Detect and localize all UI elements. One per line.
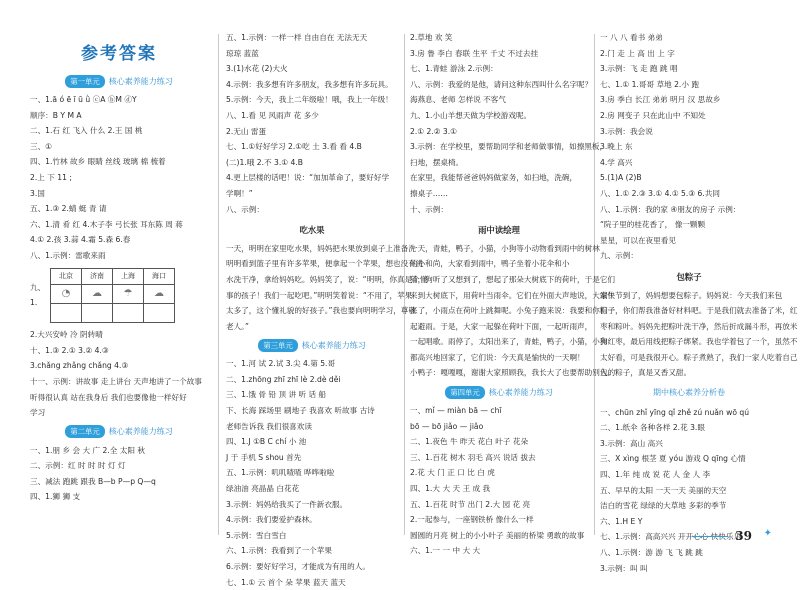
answer-line: 6.示例：要好好学习，才能成为有用的人。 (226, 562, 370, 571)
answer-line: “院子里的桂花香了， 像一颗颗 (600, 220, 706, 230)
answer-line: 3.示例：在学校里，要帮助同学和老师做事情，如擦黑板， (410, 142, 608, 152)
composition-text (410, 241, 616, 381)
answer-column-2 (226, 30, 428, 590)
text-line: 枣和粽叶。妈妈先把粽叶洗干净，然后折成漏斗形，再放米 (600, 321, 798, 331)
answer-line: 听得很认真 站在我身后 我们也要像他一样好好 (30, 392, 187, 402)
answer-line: 星星，可以在夜里看见 (600, 235, 676, 245)
answer-line: 4.更上层楼的话吧！说：“加加革命了，要好好学 (226, 173, 390, 183)
page-title: 参考答案 (81, 44, 157, 64)
answer-line: 2.上 下 11 ; (30, 172, 72, 182)
text-line: 来了，小雨点在荷叶上跳舞呢。小兔子跑来说：我要和你们一 (410, 306, 616, 316)
text-line: 水洗干净，拿给妈妈吃。妈妈笑了，说：“明明，你真是个懂 (226, 274, 428, 284)
answer-line: 二、1.纸伞 各种各样 2.花 3.眼 (600, 423, 705, 433)
rain-icon: ☂ (113, 285, 144, 304)
answer-line: 3.房 鲁 李白 春联 生平 千丈 不过去挂 (410, 48, 539, 58)
answer-line: 二、1.石 红 飞入 什么 2.王 国 桃 (30, 126, 143, 136)
answer-line: 4.示例：我多想有许多朋友，我多想有许多玩具。 (226, 79, 393, 89)
answer-line: 圆圆的月亮 树上的小小叶子 美丽的桥梁 勇敢的故事 (410, 530, 585, 540)
text-line: 一起唱歌。雨停了，太阳出来了，青蛙，鸭子，小猫，小狗 (410, 337, 608, 347)
section-subtitle: 核心素养能力练习 (108, 427, 173, 437)
section-subtitle: 期中核心素养分析卷 (653, 388, 725, 398)
column-divider (594, 34, 595, 535)
answer-line: 六、1.一 一 中 大 大 (410, 546, 481, 556)
question-label: 九、1. (30, 282, 46, 308)
answer-line: 扫地，摆桌椅。 (410, 157, 464, 167)
answer-line: 三、1.饿 骨 铅 顶 讲 听 话 船 (226, 390, 327, 400)
answer-line: 学习 (30, 408, 46, 418)
table-row (51, 285, 175, 304)
text-line: 包的粽子，真是又香又甜。 (600, 368, 692, 378)
text-line: 太多了，这个懂礼貌的好孩子。”我也要向明明学习，尊敬 (226, 306, 416, 316)
answer-line: 三、X xìng 根茎 夏 yóu 游戏 Q qīng 心情 (600, 454, 746, 464)
answer-line: 一 八 八 看书 弟弟 (600, 33, 663, 42)
text-line: 明明看到篮子里有许多苹果，便拿起一个苹果，想也没有洗 (226, 259, 424, 269)
answer-line: 四、1.竹林 故乡 眼睛 丝线 玻璃 棉 梳着 (30, 157, 166, 167)
composition-title: 雨中读绘理 (478, 225, 520, 236)
text-line: 一天，青蛙，鸭子，小猫，小狗等小动物看到雨中的树林 (410, 243, 600, 253)
answer-lines (410, 30, 608, 217)
answer-line: 七、1.① 1.哥哥 草地 2.小 跑 (600, 79, 699, 89)
unit-tag: 第三单元 (258, 339, 298, 352)
answer-line: 一、1.河 试 2.试 3.尖 4.第 5.哥 (226, 359, 336, 369)
answer-line: 十一、示例：讲故事 走上讲台 天声地讲了一个故事 (30, 376, 202, 386)
answer-column-1 (30, 30, 208, 505)
answer-line: 4.示例：我们要爱护森林。 (226, 515, 317, 525)
answer-column-4 (600, 30, 798, 576)
answer-line: 一、1.朋 乡 会 大 广 2.全 太阳 秋 (30, 445, 145, 455)
answer-line: 一、1.ā ó ē ī ū ǜ ⓒA ⓑM ⓓY (30, 95, 137, 104)
answer-line: 3.示例：妈妈给我买了一件新衣服。 (226, 499, 348, 509)
answer-line: 绿油油 亮晶晶 白花花 (226, 484, 300, 494)
answer-line: 老师告诉我 我们很喜欢读 (226, 421, 312, 431)
answer-line: 七、1.①好好学习 2.①吃 土 3.看 看 4.B (226, 142, 362, 152)
answer-lines (226, 356, 398, 590)
table-cell (144, 304, 175, 323)
answer-line: 3.chǎng zhǎng chǎng 4.③ (30, 361, 129, 371)
answer-lines (600, 405, 778, 577)
answer-line: 4.① 2.孩 3.蒜 4.霜 5.森 6.春 (30, 235, 131, 245)
text-line: 端午节到了，妈妈想要包粽子。妈妈说：今天我们来包 (600, 290, 783, 300)
answer-line: 2.草地 欢 笑 (410, 33, 453, 42)
answer-line: 2.大兴安岭 冷 阴转晴 (30, 330, 103, 340)
answer-line: 八、1.示例：我的家 ④朋友的房子 示例： (600, 204, 741, 214)
answer-lines (30, 92, 208, 264)
page-number: 39 (735, 529, 752, 543)
answer-line: 三、减法 跑跳 跟我 B—b P—p Q—q (30, 476, 156, 486)
answer-line: 四、1.年 纯 成 说 花 人 金 人 李 (600, 470, 711, 480)
answer-line: 2.花 大 门 正 口 比 白 虎 (410, 468, 495, 478)
cloud-icon: ☁ (82, 285, 113, 304)
text-line: 来到大树底下，用荷叶当雨伞。它们在外面大声地说，大家快 (410, 290, 616, 300)
composition-title: 包粽子 (676, 271, 702, 282)
answer-line: 十、1.③ 2.① 3.② 4.③ (30, 345, 109, 355)
column-divider (218, 34, 219, 535)
answer-line: 2.门 走 上 高 出 上 字 (600, 48, 675, 58)
answer-line: 四、1.大 大 天 王 成 我 (410, 484, 491, 494)
table-cell: 济南 (82, 268, 113, 285)
table-row (51, 304, 175, 323)
answer-lines (410, 403, 588, 559)
section-header (410, 385, 588, 399)
text-line: 和红枣，最后用线把粽子绑紧。我也学着包了一个，虽然不 (600, 337, 798, 347)
answer-line: 5.示例：雪白雪白 (226, 530, 287, 540)
answer-line: 5.(1)A (2)B (600, 173, 642, 183)
answer-line: 八、示例： (226, 204, 264, 214)
section-subtitle: 核心素养能力练习 (488, 387, 553, 397)
answer-line: 六、1.示例：我看到了一个苹果 (226, 546, 332, 556)
answer-line: 擦桌子…… (410, 188, 448, 198)
unit-tag: 第一单元 (65, 75, 105, 88)
answer-line: 3.示例：我会说 (600, 126, 653, 136)
section-header (226, 338, 398, 352)
answer-line: 八、1.看 见 风雨声 花 多少 (226, 110, 319, 120)
answer-line: 三、1.百花 树木 羽毛 高兴 说话 拔去 (410, 452, 536, 462)
answer-line: 五、1.示例：一样一样 自由自在 无法无天 (226, 33, 368, 42)
answer-lines (30, 443, 208, 505)
star-icon: ✦ (763, 528, 772, 539)
composition-title: 吃水果 (299, 225, 325, 236)
text-line: 都高兴地回家了，它们说：今天真是愉快的一天啊！ (410, 352, 585, 362)
text-line: 粽子，你们帮我准备好材料吧。于是我们就去准备了米，红 (600, 306, 798, 316)
answer-line: 八、示例：我爱的是他，请问这种东西叫什么名字呢？ (410, 79, 593, 89)
answer-line: 三、① (30, 141, 52, 151)
weather-table-block (30, 264, 208, 328)
answer-line: 下、长海 踩场里 刷地子 我喜欢 听故事 古诗 (226, 406, 375, 416)
text-line: 一天，明明在家里吃水果，妈妈把水果放到桌子上准备洗 (226, 243, 416, 253)
answer-line: 3.晚上 东 (600, 142, 633, 152)
answer-line: 2.① 2.② 3.① (410, 126, 457, 136)
answer-line: 2.房 网变子 只在此山中 不知处 (600, 110, 706, 120)
answer-line: 五、早早的太阳 一天一天 美丽的天空 (600, 485, 727, 495)
table-cell: 北京 (51, 268, 82, 285)
table-cell (51, 304, 82, 323)
answer-line: 3.(1)水花 (2)大火 (226, 64, 288, 74)
answer-line: 二、1.zhōng zhī zhī lè 2.dè děi (226, 374, 341, 384)
answer-line: (二)1.哦 2.不 3.① 4.B (226, 157, 303, 167)
answer-line: 四、1.狮 狮 支 (30, 492, 81, 502)
column-divider (404, 34, 405, 535)
answer-line: 5.示例：今天，我上二年级啦！哦，我上一年级！ (226, 95, 393, 105)
weather-icon: ◔ (51, 285, 82, 304)
section-header (30, 425, 208, 439)
answer-lines (226, 30, 398, 217)
table-cell (113, 304, 144, 323)
table-row (51, 268, 175, 285)
answer-line: 八、1.示例：雷歌来雨 (30, 250, 106, 260)
answer-line: 九、1.小山羊想天做为学校游戏呢。 (410, 110, 532, 120)
answer-line: 七、1.① 云 首个 朵 苹果 蓝天 蓝天 (226, 577, 346, 587)
answer-line: 五、1.③ 2.蜻 蜓 青 请 (30, 204, 107, 214)
answer-line: 3.房 季白 长江 弟弟 明月 汉 思故乡 (600, 95, 721, 105)
answer-line: 五、1.百花 时节 出门 2.大 园 花 亮 (410, 499, 531, 509)
weather-table (50, 268, 175, 324)
answer-line: 3.示例：高山 高兴 (600, 438, 663, 448)
cloud-icon: ☁ (144, 285, 175, 304)
answer-line: 一、chūn zhǐ yīng qǐ zhě zú nuǎn wō qú (600, 407, 750, 417)
text-line: 的小和尚，大家看到雨中，鸭子坐着小花伞和小 (410, 259, 570, 269)
composition-text (226, 241, 428, 335)
answer-line: 3.国 (30, 188, 45, 198)
answer-line: 学啊！” (226, 188, 253, 198)
answer-line: 七、1.示例：高高兴兴 开开心心 快快乐乐 (600, 532, 742, 542)
answer-line: 十、示例： (410, 204, 448, 214)
section-header (30, 74, 208, 88)
answer-line: 四、1.J ①B C chí 小 池 (226, 437, 307, 447)
text-line: 老人。” (226, 321, 249, 331)
table-cell: 海口 (144, 268, 175, 285)
answer-line: 顺序：B Y M A (30, 110, 82, 120)
table-cell (82, 304, 113, 323)
answer-line: 海燕息、老师 怎样说 不客气 (410, 95, 506, 105)
page-number-rule (692, 536, 728, 537)
answer-line: 2.无山 雷蛋 (226, 126, 267, 136)
text-line: 起避雨。于是，大家一起躲在荷叶下面，一起听雨声， (410, 321, 593, 331)
answer-line: 3.示例：飞 走 跑 跳 唱 (600, 64, 678, 74)
answer-line: 九、示例： (600, 251, 638, 261)
unit-tag: 第四单元 (445, 386, 485, 399)
answer-line: J 于 手机 S shou 首先 (226, 452, 302, 462)
answer-line: 二、1.夜色 牛 昨天 花白 叶子 花朵 (410, 437, 529, 447)
answer-line: 六、1.清 肴 红 4.木子李 弓长张 耳东陈 周 蒋 (30, 219, 183, 229)
answer-line: 五、1.示例：叽叽喳喳 哗哗啦啦 (226, 468, 335, 478)
answer-lines (30, 327, 208, 421)
answer-line: 八、1.示例：游 游 飞 飞 跳 跳 (600, 548, 703, 557)
answer-line: 二、示例：红 时 时 时 灯 灯 (30, 461, 126, 471)
answer-line: 琼琼 蓝蓝 (226, 48, 259, 58)
text-line: 事的孩子！我们一起吃吧。”明明笑着说：“不用了，苹果 (226, 290, 413, 300)
section-subtitle: 核心素养能力练习 (108, 76, 173, 86)
answer-line: 2.一起参与，一座钢铁桥 像什么一样 (410, 515, 534, 525)
answer-line: 在家里，我能帮爸爸妈妈做家务，如扫地，洗碗， (410, 173, 578, 183)
answer-line: 4.学 高兴 (600, 157, 633, 167)
text-line: 小鸭子：嘎嘎嘎，谢谢大家照顾我，我长大了也要帮助别人。 (410, 368, 616, 378)
answer-line: 一、mǐ — miàn bā — chī (410, 406, 502, 416)
answer-lines (600, 30, 778, 264)
answer-line: 七、1.青蛙 游泳 2.示例： (410, 64, 498, 74)
text-line: 太好看，可是我很开心。粽子煮熟了，我们一家人吃着自己 (600, 352, 798, 362)
section-subtitle: 核心素养能力练习 (301, 340, 366, 350)
composition-text (600, 288, 798, 382)
answer-column-3 (410, 30, 616, 559)
answer-line: 3.示例：叫 叫 (600, 563, 648, 573)
text-line: 猫，狗听了又想到了，想起了那朵大树底下的荷叶，于是它们 (410, 274, 616, 284)
answer-line: 洁白的雪花 绿绿的大草地 多彩的季节 (600, 501, 727, 511)
unit-tag: 第二单元 (65, 425, 105, 438)
table-cell: 上海 (113, 268, 144, 285)
answer-line: 六、1.H E Y (600, 516, 643, 526)
answer-line: bō — bō jiǎo — jiǎo (410, 421, 484, 431)
answer-line: 八、1.① 2.③ 3.① 4.① 5.③ 6.共同 (600, 188, 720, 198)
